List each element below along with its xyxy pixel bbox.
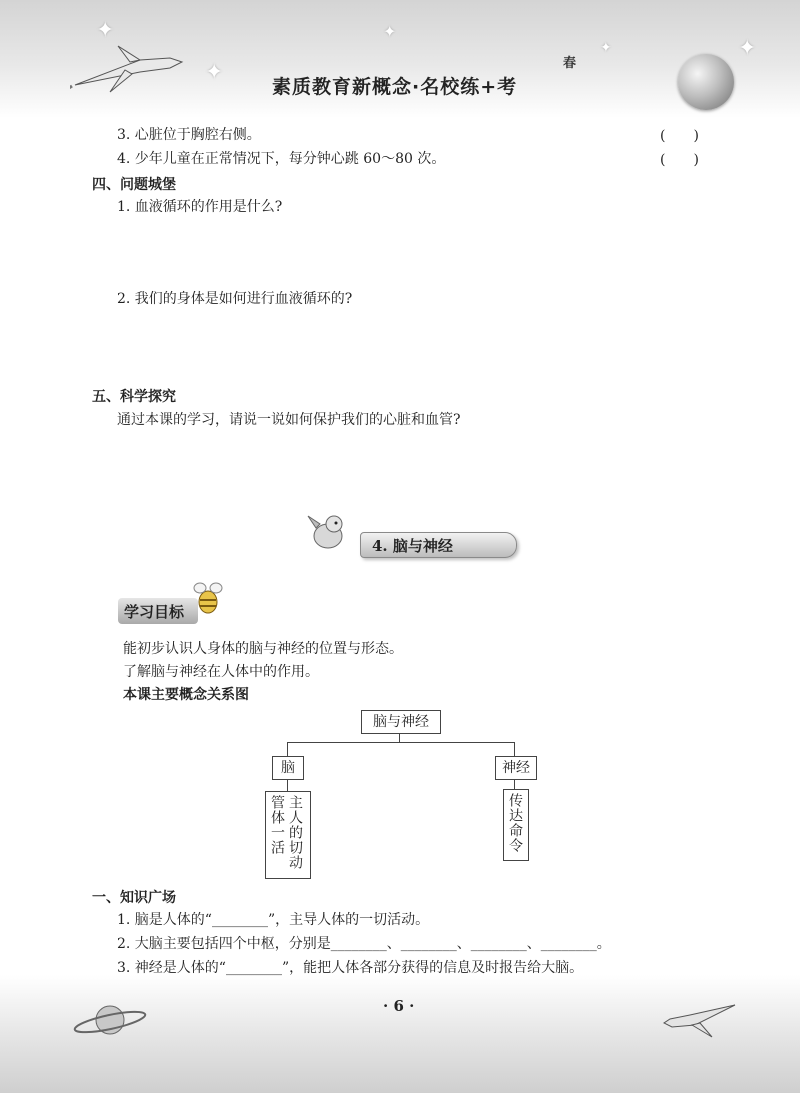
season-label: 春	[563, 56, 577, 71]
concept-map-heading: 本课主要概念关系图	[123, 687, 249, 703]
learning-goal-label: 学习目标	[124, 603, 185, 621]
question-text: 1. 血液循环的作用是什么?	[117, 199, 283, 215]
concept-brain-box: 脑	[272, 756, 304, 780]
section-heading: 一、知识广场	[92, 890, 176, 906]
space-shuttle-icon	[70, 40, 190, 100]
brain-detail-col2: 管体一活	[269, 795, 285, 855]
fill-blank-item: 1. 脑是人体的“________”，主导人体的一切活动。	[117, 912, 430, 928]
star-icon: ✦	[738, 36, 757, 61]
star-icon: ✦	[205, 60, 224, 85]
question-text: 通过本课的学习，请说一说如何保护我们的心脏和血管?	[117, 412, 461, 428]
bee-mascot-icon	[190, 578, 226, 618]
page-number: · 6 ·	[383, 997, 415, 1015]
judge-item: 3. 心脏位于胸腔右侧。	[117, 127, 261, 143]
connector-line	[287, 779, 288, 791]
question-text: 2. 我们的身体是如何进行血液循环的?	[117, 291, 353, 307]
page-header-title: 素质教育新概念·名校练+考	[272, 76, 518, 98]
fill-blank-item: 2. 大脑主要包括四个中枢，分别是________、________、________、________。	[117, 936, 611, 952]
space-shuttle-icon	[660, 995, 740, 1039]
connector-line	[514, 779, 515, 789]
section-heading: 四、问题城堡	[92, 177, 176, 193]
concept-root-box: 脑与神经	[361, 710, 441, 734]
fill-blank-item: 3. 神经是人体的“________”，能把人体各部分获得的信息及时报告给大脑。	[117, 960, 584, 976]
judge-item: 4. 少年儿童在正常情况下，每分钟心跳 60～80 次。	[117, 151, 446, 167]
brain-detail-col1: 主人的切动	[287, 795, 303, 870]
star-icon: ✦	[96, 18, 115, 43]
goal-text: 了解脑与神经在人体中的作用。	[123, 664, 319, 680]
star-icon: ✦	[600, 40, 612, 56]
lesson-title: 4. 脑与神经	[372, 537, 453, 555]
star-icon: ✦	[383, 22, 397, 41]
section-heading: 五、科学探究	[92, 389, 176, 405]
planet-icon	[70, 1000, 150, 1040]
connector-line	[287, 742, 514, 743]
connector-line	[287, 742, 288, 756]
globe-icon	[678, 54, 734, 110]
connector-line	[514, 742, 515, 756]
connector-line	[399, 733, 400, 742]
dragon-mascot-icon	[304, 508, 350, 554]
goal-text: 能初步认识人身体的脑与神经的位置与形态。	[123, 641, 403, 657]
answer-bracket[interactable]: ( )	[660, 128, 699, 144]
concept-nerve-box: 神经	[495, 756, 537, 780]
nerve-detail-text: 传达命令	[507, 793, 523, 853]
answer-bracket[interactable]: ( )	[660, 152, 699, 168]
